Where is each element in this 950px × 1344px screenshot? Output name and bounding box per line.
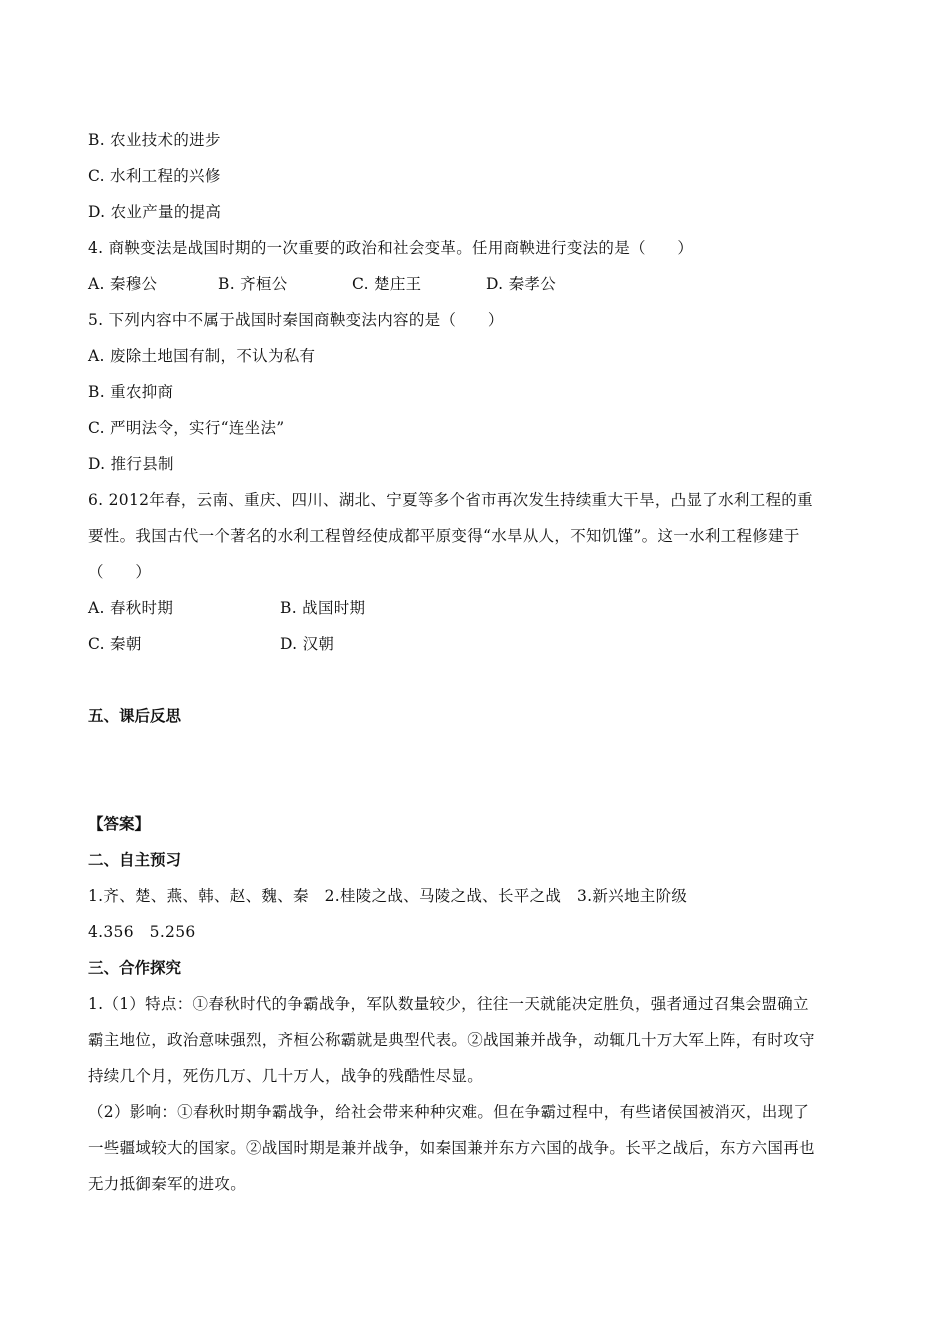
q4-stem: 4. 商鞅变法是战国时期的一次重要的政治和社会变革。任用商鞅进行变法的是（ ） — [88, 239, 694, 257]
answers-part2-line1: 1.齐、楚、燕、韩、赵、魏、秦 2.桂陵之战、马陵之战、长平之战 3.新兴地主阶级 — [88, 887, 688, 905]
q6-options-row2 — [88, 626, 868, 662]
answers-part3-p2-line3: 无力抵御秦军的进攻。 — [88, 1175, 247, 1193]
q4-options — [88, 266, 868, 302]
q4-option-a: A. 秦穆公 — [88, 275, 158, 293]
answers-part3-p2-line2: 一些疆域较大的国家。②战国时期是兼并战争，如秦国兼并东方六国的战争。长平之战后，东方六国再也 — [88, 1139, 815, 1157]
q4-option-c: C. 楚庄王 — [352, 275, 422, 293]
q3-option-c: C. 水利工程的兴修 — [88, 167, 221, 185]
q4-option-d: D. 秦孝公 — [486, 275, 557, 293]
q5-option-d: D. 推行县制 — [88, 455, 174, 473]
q5-stem: 5. 下列内容中不属于战国时秦国商鞅变法内容的是（ ） — [88, 311, 504, 329]
answers-part2-title: 二、自主预习 — [88, 851, 182, 869]
spacer — [88, 734, 868, 806]
q3-option-b: B. 农业技术的进步 — [88, 131, 221, 149]
answers-part3-p1-line3: 持续几个月，死伤几万、几十万人，战争的残酷性尽显。 — [88, 1067, 484, 1085]
q6-options-row1 — [88, 590, 868, 626]
answers-title: 【答案】 — [88, 815, 151, 833]
q6-stem-line2: 要性。我国古代一个著名的水利工程曾经使成都平原变得“水旱从人，不知饥馑”。这一水利工程修建于 — [88, 527, 800, 545]
q6-option-b: B. 战国时期 — [280, 599, 366, 617]
document-page — [88, 122, 868, 1202]
q5-option-b: B. 重农抑商 — [88, 383, 174, 401]
q6-option-a: A. 春秋时期 — [88, 599, 174, 617]
answers-part3-p1-line2: 霸主地位，政治意味强烈，齐桓公称霸就是典型代表。②战国兼并战争，动辄几十万大军上阵，有时攻守 — [88, 1031, 815, 1049]
q6-option-d: D. 汉朝 — [280, 635, 335, 653]
section5-title: 五、课后反思 — [88, 707, 182, 725]
q5-option-c: C. 严明法令，实行“连坐法” — [88, 419, 285, 437]
answers-part3-title: 三、合作探究 — [88, 959, 182, 977]
q5-option-a: A. 废除土地国有制，不认为私有 — [88, 347, 316, 365]
q6-option-c: C. 秦朝 — [88, 635, 142, 653]
q4-option-b: B. 齐桓公 — [218, 275, 288, 293]
q6-stem-line1: 6. 2012年春，云南、重庆、四川、湖北、宁夏等多个省市再次发生持续重大干旱，凸显了水利工程的重 — [88, 491, 813, 509]
spacer — [88, 662, 868, 698]
answers-part2-line2: 4.356 5.256 — [88, 923, 196, 941]
q6-stem-line3: （ ） — [88, 563, 152, 581]
answers-part3-p1-line1: 1.（1）特点：①春秋时代的争霸战争，军队数量较少，往往一天就能决定胜负，强者通过召集会盟确立 — [88, 995, 809, 1013]
answers-part3-p2-line1: （2）影响：①春秋时期争霸战争，给社会带来种种灾难。但在争霸过程中，有些诸侯国被消灭，出现了 — [88, 1103, 810, 1121]
q3-option-d: D. 农业产量的提高 — [88, 203, 222, 221]
